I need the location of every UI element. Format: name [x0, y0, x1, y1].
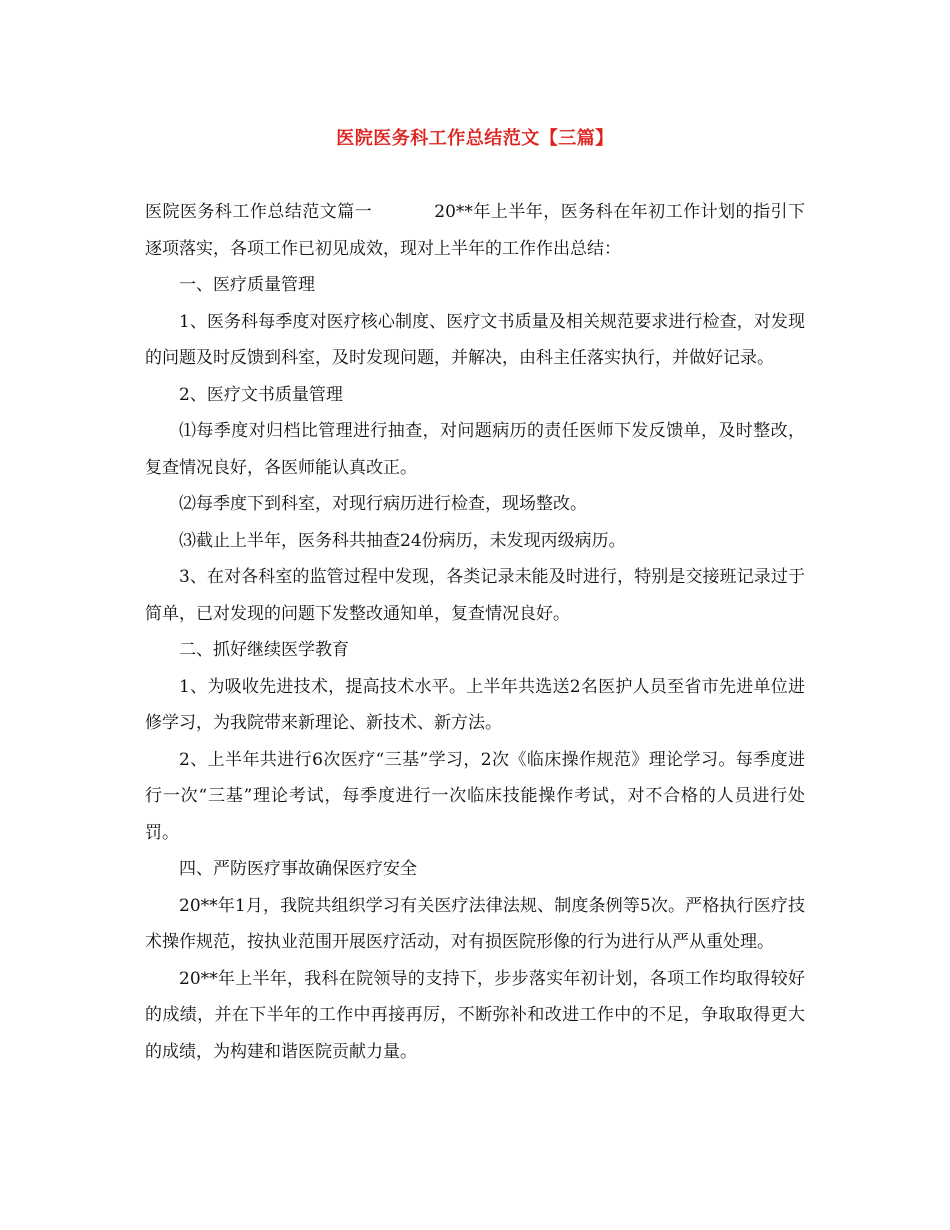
- document-body: [145, 194, 805, 1070]
- intro-paragraph: [145, 194, 805, 267]
- paragraph: ⑶截止上半年，医务科共抽查24份病历，未发现丙级病历。: [179, 530, 626, 551]
- section-heading-education: 二、抓好继续医学教育: [179, 640, 349, 660]
- paragraph: 1、医务科每季度对医疗核心制度、医疗文书质量及相关规范要求进行检查，对发现的问题及时反馈到科室，及时发现问题，并解决，由科主任落实执行，并做好记录。: [145, 311, 805, 368]
- section-heading-quality: 一、医疗质量管理: [179, 275, 315, 295]
- section-heading-safety: 四、严防医疗事故确保医疗安全: [179, 859, 417, 879]
- paragraph: ⑴每季度对归档比管理进行抽查，对问题病历的责任医师下发反馈单，及时整改，复查情况良好，各医师能认真改正。: [145, 421, 805, 478]
- paragraph: 20**年上半年，我科在院领导的支持下，步步落实年初计划，各项工作均取得较好的成绩，并在下半年的工作中再接再厉，不断弥补和改进工作中的不足，争取取得更大的成绩，为构建和谐医院贡献力量。: [145, 968, 805, 1062]
- intro-heading: 医院医务科工作总结范文篇一: [145, 202, 373, 222]
- paragraph: 1、为吸收先进技术，提高技术水平。上半年共选送2名医护人员至省市先进单位进修学习，为我院带来新理论、新技术、新方法。: [145, 676, 805, 733]
- paragraph: ⑵每季度下到科室，对现行病历进行检查，现场整改。: [179, 494, 587, 514]
- intro-text: 20**年上半年，医务科在年初工作计划的指引下逐项落实，各项工作已初见成效，现对上半年的工作作出总结：: [145, 202, 806, 259]
- paragraph: 2、上半年共进行6次医疗“三基”学习，2次《临床操作规范》理论学习。每季度进行一次“三基”理论考试，每季度进行一次临床技能操作考试，对不合格的人员进行处罚。: [145, 749, 805, 843]
- document-title: 医院医务科工作总结范文【三篇】: [336, 128, 614, 149]
- paragraph: 3、在对各科室的监管过程中发现，各类记录未能及时进行，特别是交接班记录过于简单，已对发现的问题下发整改通知单，复查情况良好。: [145, 567, 805, 624]
- paragraph: 20**年1月，我院共组织学习有关医疗法律法规、制度条例等5次。严格执行医疗技术操作规范，按执业范围开展医疗活动，对有损医院形像的行为进行从严从重处理。: [145, 895, 805, 952]
- subsection-heading: 2、医疗文书质量管理: [179, 384, 343, 405]
